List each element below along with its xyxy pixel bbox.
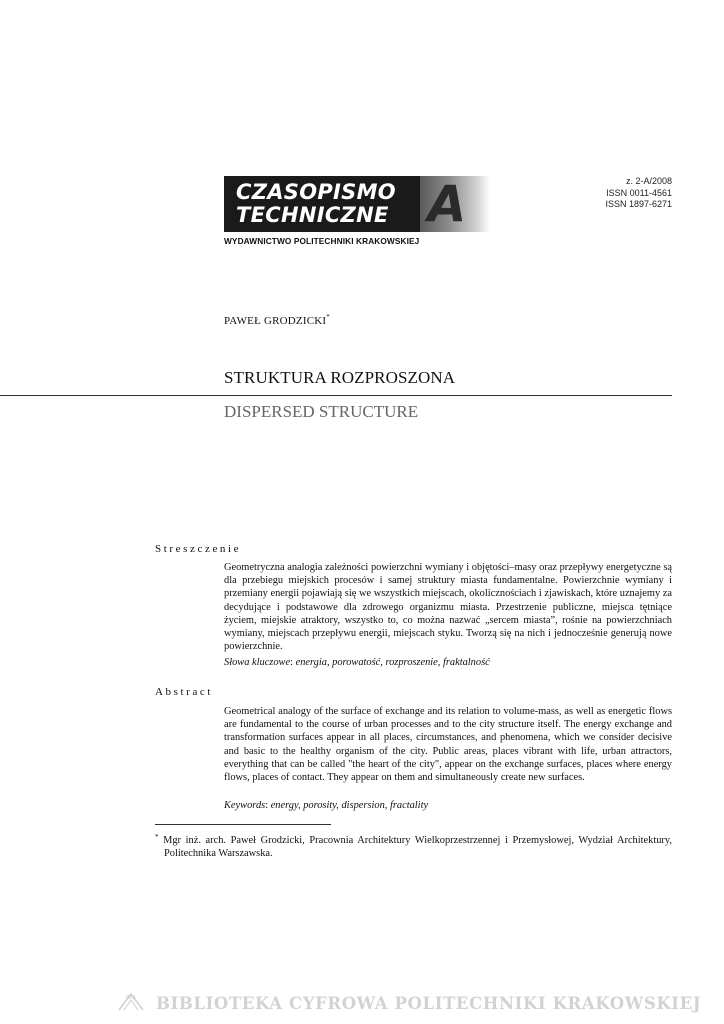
- title-english: DISPERSED STRUCTURE: [224, 402, 419, 421]
- issn-online: ISSN 1897-6271: [605, 199, 672, 209]
- english-keywords-list: energy, porosity, dispersion, fractality: [270, 800, 429, 811]
- library-watermark-text: BIBLIOTEKA CYFROWA POLITECHNIKI KRAKOWSKIEJ: [156, 994, 702, 1013]
- issn-print: ISSN 0011-4561: [606, 187, 672, 198]
- footnote-mark: *: [155, 833, 159, 841]
- polish-keywords-list: energia, porowatość, rozproszenie, fraktalność: [295, 657, 490, 668]
- author-name: PAWEŁ GRODZICKI: [224, 315, 327, 327]
- author-footnote-mark: *: [326, 313, 330, 321]
- english-keywords: [224, 800, 428, 811]
- library-watermark: [112, 990, 702, 1018]
- polish-keywords-separator: :: [290, 657, 296, 668]
- abstract-paragraph: Geometrical analogy of the surface of exchange and its relation to volume-mass, as well as energetic flows are fundamental to the course of urban processes and to the city structure itself. The energy exchange and transformation surfaces appear in all places, circumstances, and phenomena, which we consider decisive and basic to the healthy organism of the city. Public areas, places vibrant with life, urban attractors, everything that can be called "the heart of the city", appear on the exchange surfaces, places where energy flows, places of contact. They appear on them and simultaneously create new surfaces.: [224, 706, 672, 784]
- polish-keywords: [224, 657, 490, 668]
- journal-series-letter: A: [427, 175, 467, 233]
- issue-info: [605, 176, 672, 211]
- streszczenie-paragraph: Geometryczna analogia zależności powierzchni wymiany i objętości–masy oraz przepływy energetyczne są dla przebiegu miejskich procesów i samej struktury miasta fundamentalne. Powierzchnie wymiany i przemiany energii pojawiają się we wszystkich miejscach, okolicznościach i zjawiskach, które uznajemy za decydujące i podstawowe dla zdrowego organizmu miasta. Przestrzenie publiczne, miejsca tętniące życiem, miejskie atraktory, wszystko to, co można nazwać „sercem miasta”, rośnie na powierzchniach wymiany, miejscach przepływu energii, miejscach styku. Tworzą się na nich i jednocześnie generują nowe powierzchnie.: [224, 562, 672, 653]
- journal-masthead: [224, 176, 490, 232]
- english-keywords-separator: :: [265, 800, 271, 811]
- journal-title-line2: TECHNICZNE: [236, 203, 389, 227]
- library-logo-icon: [116, 990, 146, 1014]
- title-divider: [0, 395, 672, 396]
- issue-number: z. 2-A/2008: [625, 176, 672, 186]
- publisher-name: WYDAWNICTWO POLITECHNIKI KRAKOWSKIEJ: [224, 236, 420, 246]
- title-polish: STRUKTURA ROZPROSZONA: [224, 368, 456, 387]
- library-logo-text: BPK: [126, 995, 136, 1001]
- footnote-divider: [155, 824, 331, 825]
- footnote-text: Mgr inż. arch. Paweł Grodzicki, Pracownia Architektury Wielkoprzestrzennej i Przemysłowej, Wydział Architektury, Politechnika Warszawska.: [163, 835, 672, 859]
- author-footnote: [155, 831, 672, 860]
- journal-title-line1: CZASOPISMO: [236, 180, 396, 204]
- author-line: [224, 313, 330, 327]
- polish-keywords-label: Słowa kluczowe: [224, 657, 291, 668]
- streszczenie-heading: Streszczenie: [155, 543, 242, 555]
- abstract-heading: Abstract: [155, 686, 214, 698]
- english-keywords-label: Keywords: [224, 800, 266, 811]
